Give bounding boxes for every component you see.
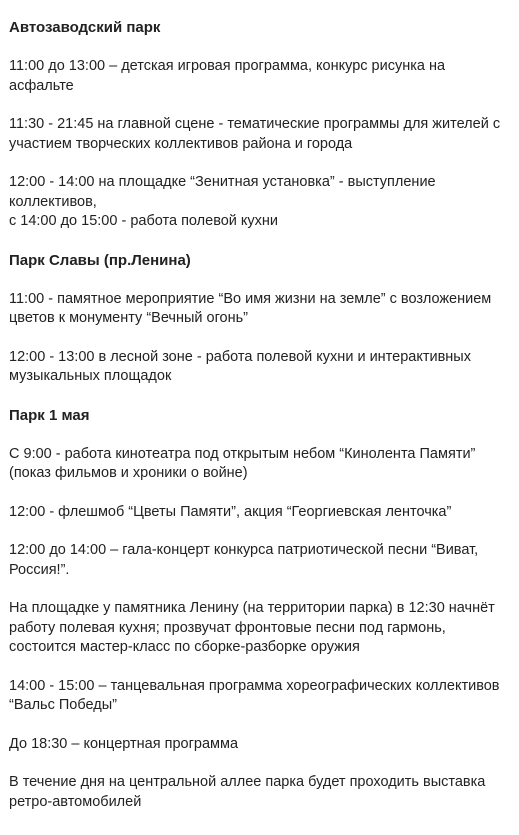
event-item: 14:00 - 15:00 – танцевальная программа хореографических коллективов “Вальс Победы” [9,677,500,713]
event-item: В течение дня на центральной аллее парка будет проходить выставка ретро-автомобилей [9,774,486,810]
event-item: 11:30 - 21:45 на главной сцене - тематические программы для жителей с участием творческих коллективов района и города [9,116,501,152]
event-item: До 18:30 – концертная программа [9,735,239,752]
section-avtozavodsky-park [9,18,511,232]
event-item: 12:00 - 13:00 в лесной зоне - работа полевой кухни и интерактивных музыкальных площадок [9,348,471,384]
event-item: 12:00 до 14:00 – гала-концерт конкурса патриотической песни “Виват, Россия!”. [9,542,479,578]
section-title: Парк Славы (пр.Ленина) [9,251,191,269]
section-park-1-maya [9,406,511,813]
section-title: Парк 1 мая [9,406,90,424]
section-park-slavy [9,251,511,387]
event-item: 11:00 - памятное мероприятие “Во имя жизни на земле” с возложением цветов к монументу “Вечный огонь” [9,290,492,326]
section-title: Автозаводский парк [9,19,161,36]
event-item: На площадке у памятника Ленину (на территории парка) в 12:30 начнёт работу полевая кухня; прозвучат фронтовые песни под гармонь, состоится мастер-класс по сборке-разборке оружия [9,600,495,655]
event-item: С 9:00 - работа кинотеатра под открытым небом “Кинолента Памяти” (показ фильмов и хроники о войне) [9,445,476,481]
event-item: 11:00 до 13:00 – детская игровая программа, конкурс рисунка на асфальте [9,58,446,94]
event-item: 12:00 - 14:00 на площадке “Зенитная установка” - выступление коллективов, с 14:00 до 15:00 - работа полевой кухни [9,174,436,229]
event-item: 12:00 - флешмоб “Цветы Памяти”, акция “Георгиевская ленточка” [9,503,452,520]
